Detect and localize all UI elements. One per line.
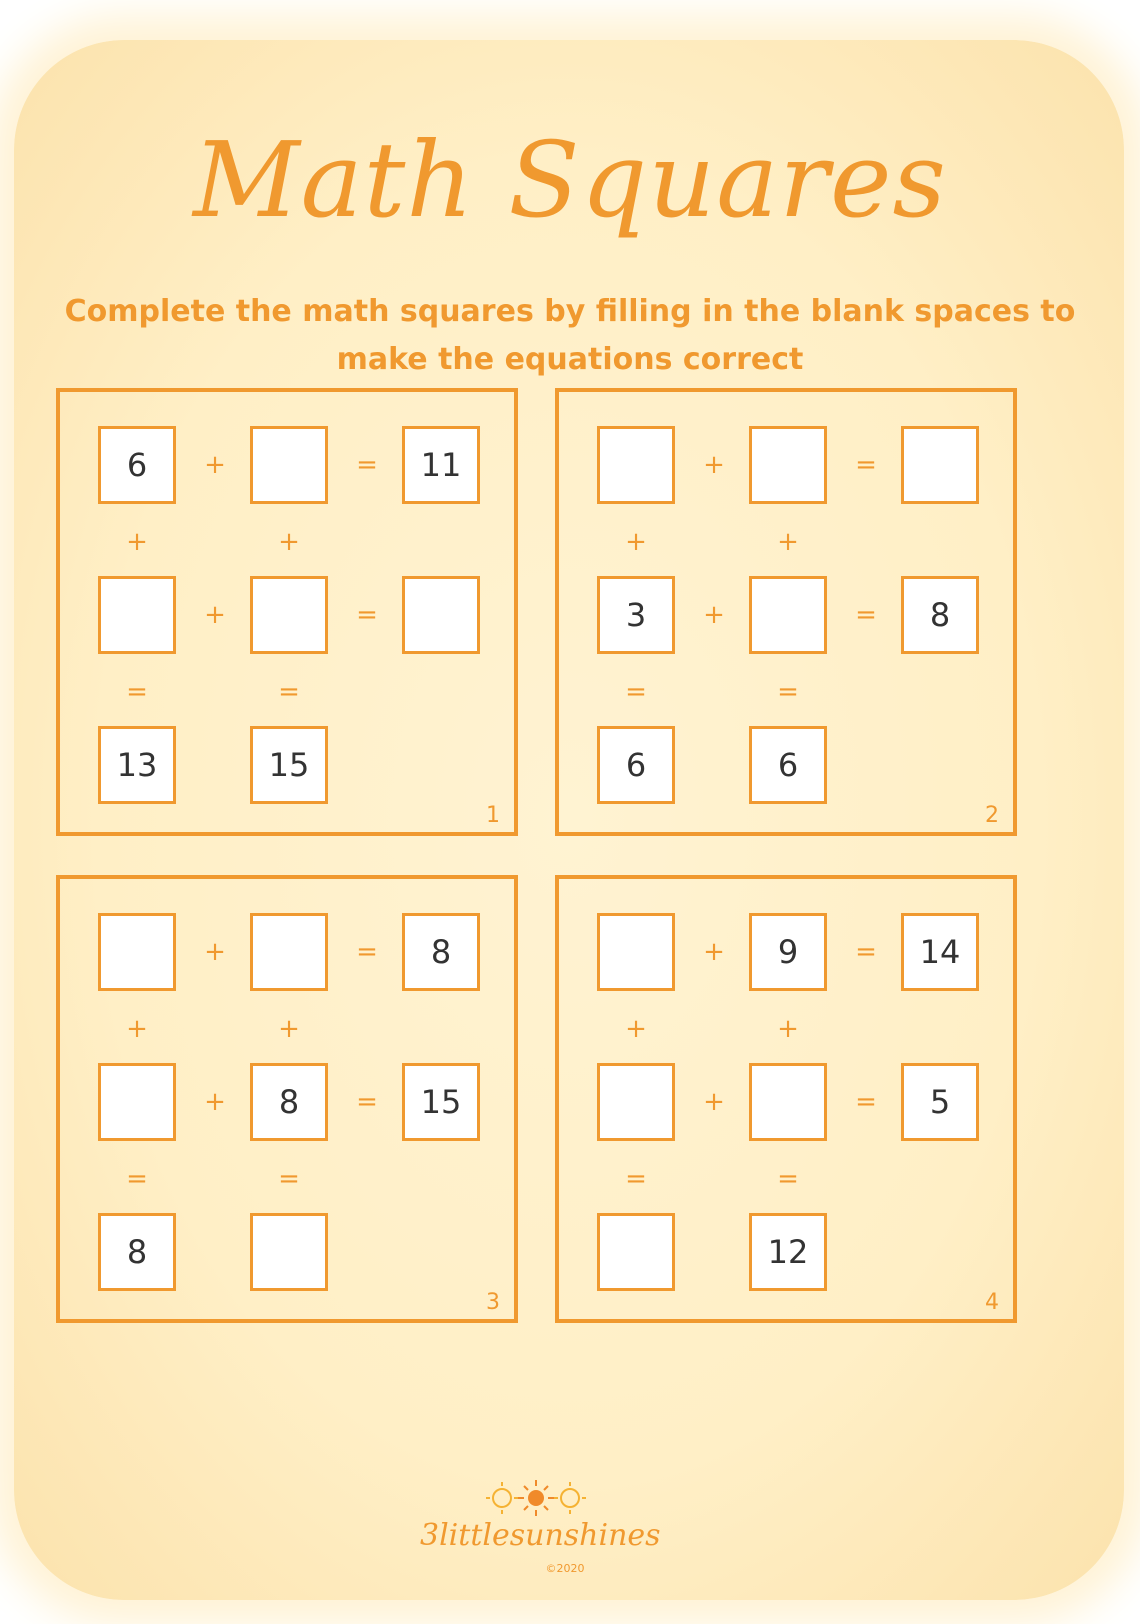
plus-operator: + (703, 600, 725, 630)
brand-name: 3littlesunshines (420, 1518, 661, 1553)
puzzle-cell[interactable]: 8 (901, 576, 979, 654)
puzzle-2 (555, 388, 1017, 836)
puzzle-cell[interactable] (597, 426, 675, 504)
page-title: Math Squares (193, 119, 947, 241)
puzzle-cell[interactable] (250, 426, 328, 504)
puzzle-cell[interactable] (98, 1063, 176, 1141)
plus-operator: + (204, 600, 226, 630)
equals-operator: = (126, 677, 148, 707)
equals-operator: = (126, 1164, 148, 1194)
puzzle-1 (56, 388, 518, 836)
puzzle-cell[interactable] (250, 576, 328, 654)
plus-operator: + (777, 1014, 799, 1044)
plus-operator: + (703, 937, 725, 967)
puzzle-cell[interactable]: 9 (749, 913, 827, 991)
puzzle-cell[interactable]: 6 (749, 726, 827, 804)
puzzle-number: 1 (486, 803, 500, 828)
brand-logo (420, 1478, 720, 1588)
plus-operator: + (126, 1014, 148, 1044)
plus-operator: + (703, 1087, 725, 1117)
three-suns-icon (420, 1478, 720, 1518)
puzzle-cell[interactable] (749, 426, 827, 504)
plus-operator: + (204, 937, 226, 967)
plus-operator: + (777, 527, 799, 557)
equals-operator: = (356, 937, 378, 967)
puzzle-cell[interactable] (250, 1213, 328, 1291)
puzzle-cell[interactable] (250, 913, 328, 991)
puzzle-cell[interactable] (597, 1063, 675, 1141)
puzzle-cell[interactable]: 15 (250, 726, 328, 804)
equals-operator: = (855, 600, 877, 630)
puzzle-cell[interactable] (597, 913, 675, 991)
equals-operator: = (356, 450, 378, 480)
plus-operator: + (278, 527, 300, 557)
equals-operator: = (356, 600, 378, 630)
equals-operator: = (777, 677, 799, 707)
puzzle-number: 2 (985, 803, 999, 828)
puzzle-cell[interactable]: 14 (901, 913, 979, 991)
puzzle-cell[interactable]: 12 (749, 1213, 827, 1291)
copyright-text: ©2020 (545, 1562, 585, 1575)
puzzle-cell[interactable]: 8 (250, 1063, 328, 1141)
puzzle-cell[interactable]: 6 (597, 726, 675, 804)
puzzle-cell[interactable]: 6 (98, 426, 176, 504)
puzzle-cell[interactable] (98, 576, 176, 654)
puzzle-cell[interactable]: 5 (901, 1063, 979, 1141)
puzzle-cell[interactable]: 11 (402, 426, 480, 504)
equals-operator: = (855, 450, 877, 480)
equals-operator: = (278, 1164, 300, 1194)
puzzle-cell[interactable]: 3 (597, 576, 675, 654)
puzzle-number: 3 (486, 1290, 500, 1315)
plus-operator: + (204, 450, 226, 480)
plus-operator: + (204, 1087, 226, 1117)
plus-operator: + (126, 527, 148, 557)
puzzle-4 (555, 875, 1017, 1323)
plus-operator: + (703, 450, 725, 480)
equals-operator: = (625, 1164, 647, 1194)
equals-operator: = (855, 1087, 877, 1117)
puzzle-3 (56, 875, 518, 1323)
equals-operator: = (625, 677, 647, 707)
puzzle-cell[interactable]: 8 (402, 913, 480, 991)
equals-operator: = (278, 677, 300, 707)
puzzle-number: 4 (985, 1290, 999, 1315)
plus-operator: + (625, 527, 647, 557)
puzzle-cell[interactable] (901, 426, 979, 504)
puzzle-cell[interactable] (749, 576, 827, 654)
instructions-text: Complete the math squares by filling in the blank spaces to make the equations correct (64, 294, 1076, 377)
puzzle-cell[interactable] (749, 1063, 827, 1141)
equals-operator: = (356, 1087, 378, 1117)
puzzle-cell[interactable]: 15 (402, 1063, 480, 1141)
puzzle-cell[interactable]: 13 (98, 726, 176, 804)
puzzle-cell[interactable] (402, 576, 480, 654)
equals-operator: = (855, 937, 877, 967)
equals-operator: = (777, 1164, 799, 1194)
plus-operator: + (278, 1014, 300, 1044)
plus-operator: + (625, 1014, 647, 1044)
puzzle-cell[interactable]: 8 (98, 1213, 176, 1291)
puzzle-cell[interactable] (597, 1213, 675, 1291)
puzzle-cell[interactable] (98, 913, 176, 991)
